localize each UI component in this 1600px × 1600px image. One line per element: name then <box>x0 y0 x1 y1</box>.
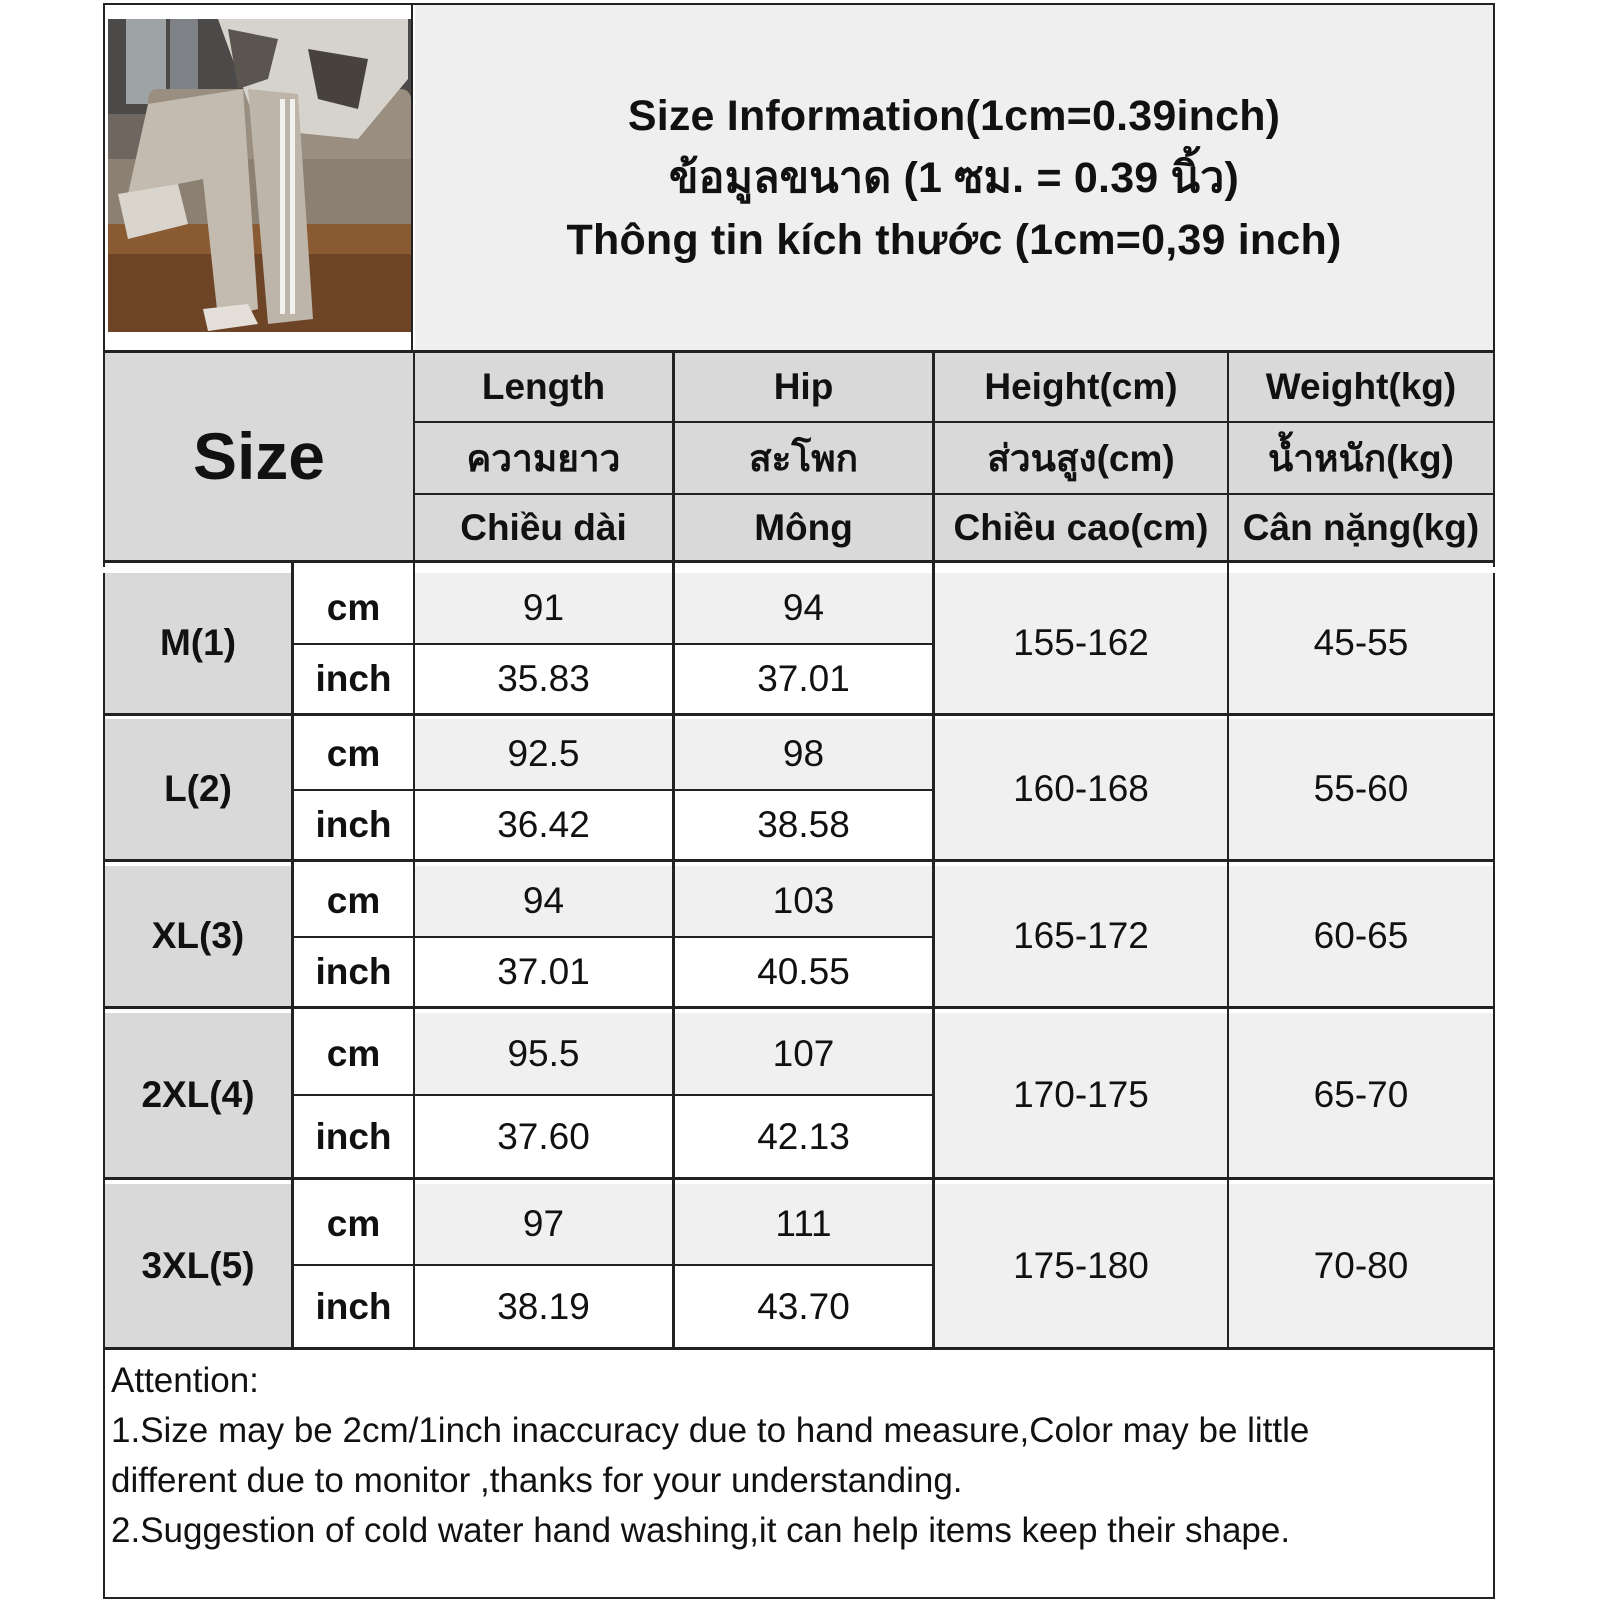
size-name-cell: XL(3) <box>105 866 291 1006</box>
height-range-cell: 160-168 <box>935 719 1227 859</box>
length-inch-cell: 35.83 <box>415 645 672 713</box>
col-hip-en: Hip <box>675 352 932 421</box>
col-hip-vi: Mông <box>675 495 932 560</box>
grid-line <box>291 936 935 938</box>
length-inch-cell: 37.60 <box>415 1097 672 1177</box>
weight-range-cell: 65-70 <box>1229 1013 1493 1177</box>
grid-line <box>291 1264 935 1266</box>
col-length-th: ความยาว <box>415 423 672 493</box>
grid-line <box>413 421 1495 423</box>
grid-line <box>103 1177 1495 1180</box>
attention-notes <box>111 1356 1491 1556</box>
col-weight-en: Weight(kg) <box>1229 352 1493 421</box>
grid-line <box>103 350 1495 353</box>
weight-range-cell: 70-80 <box>1229 1184 1493 1347</box>
grid-line <box>413 350 415 1348</box>
grid-line <box>291 1094 935 1096</box>
attention-heading: Attention: <box>111 1361 259 1400</box>
col-length-vi: Chiều dài <box>415 495 672 560</box>
hip-inch-cell: 43.70 <box>675 1267 932 1347</box>
weight-range-cell: 55-60 <box>1229 719 1493 859</box>
photo-frame <box>103 3 413 351</box>
height-range-cell: 175-180 <box>935 1184 1227 1347</box>
grid-line <box>291 789 935 791</box>
size-name-cell: 2XL(4) <box>105 1013 291 1177</box>
weight-range-cell: 60-65 <box>1229 866 1493 1006</box>
length-inch-cell: 38.19 <box>415 1267 672 1347</box>
title-english: Size Information(1cm=0.39inch) <box>627 91 1281 140</box>
col-weight-th: น้ำหนัก(kg) <box>1229 423 1493 493</box>
weight-range-cell: 45-55 <box>1229 573 1493 713</box>
grid-line <box>103 1347 1495 1350</box>
col-length-en: Length <box>415 352 672 421</box>
unit-cm-cell: cm <box>294 1013 413 1094</box>
unit-inch-cell: inch <box>294 938 413 1006</box>
col-weight-vi: Cân nặng(kg) <box>1229 495 1493 560</box>
attention-line-1: 1.Size may be 2cm/1inch inaccuracy due to hand measure,Color may be little <box>111 1411 1310 1450</box>
grid-line <box>413 493 1495 495</box>
length-cm-cell: 91 <box>415 573 672 643</box>
unit-cm-cell: cm <box>294 719 413 789</box>
size-name-cell: M(1) <box>105 573 291 713</box>
col-height-en: Height(cm) <box>935 352 1227 421</box>
length-cm-cell: 97 <box>415 1184 672 1264</box>
hip-inch-cell: 42.13 <box>675 1097 932 1177</box>
height-range-cell: 165-172 <box>935 866 1227 1006</box>
hip-cm-cell: 107 <box>675 1013 932 1094</box>
unit-inch-cell: inch <box>294 791 413 859</box>
title-vietnamese: Thông tin kích thước (1cm=0,39 inch) <box>566 215 1342 264</box>
col-hip-th: สะโพก <box>675 423 932 493</box>
grid-line <box>291 563 294 1348</box>
grid-line <box>291 643 935 645</box>
unit-cm-cell: cm <box>294 866 413 936</box>
unit-inch-cell: inch <box>294 1267 413 1347</box>
hip-inch-cell: 40.55 <box>675 938 932 1006</box>
grid-line <box>932 350 935 1348</box>
col-height-th: ส่วนสูง(cm) <box>935 423 1227 493</box>
hip-inch-cell: 37.01 <box>675 645 932 713</box>
grid-line <box>103 859 1495 862</box>
title-box <box>415 5 1493 350</box>
size-name-cell: 3XL(5) <box>105 1184 291 1347</box>
unit-cm-cell: cm <box>294 1184 413 1264</box>
unit-inch-cell: inch <box>294 1097 413 1177</box>
grid-line <box>103 1006 1495 1009</box>
grid-line <box>103 713 1495 716</box>
row-gap <box>103 567 1495 573</box>
unit-inch-cell: inch <box>294 645 413 713</box>
grid-line <box>672 350 675 1348</box>
length-cm-cell: 94 <box>415 866 672 936</box>
length-cm-cell: 92.5 <box>415 719 672 789</box>
unit-cm-cell: cm <box>294 573 413 643</box>
hip-cm-cell: 94 <box>675 573 932 643</box>
hip-inch-cell: 38.58 <box>675 791 932 859</box>
hip-cm-cell: 111 <box>675 1184 932 1264</box>
height-range-cell: 155-162 <box>935 573 1227 713</box>
grid-line <box>1227 350 1229 1348</box>
grid-line <box>103 560 1495 563</box>
size-header: Size <box>105 352 413 560</box>
length-inch-cell: 36.42 <box>415 791 672 859</box>
height-range-cell: 170-175 <box>935 1013 1227 1177</box>
hip-cm-cell: 98 <box>675 719 932 789</box>
attention-line-2: different due to monitor ,thanks for your understanding. <box>111 1461 963 1500</box>
attention-line-3: 2.Suggestion of cold water hand washing,it can help items keep their shape. <box>111 1511 1291 1550</box>
hip-cm-cell: 103 <box>675 866 932 936</box>
length-inch-cell: 37.01 <box>415 938 672 1006</box>
length-cm-cell: 95.5 <box>415 1013 672 1094</box>
col-height-vi: Chiều cao(cm) <box>935 495 1227 560</box>
size-name-cell: L(2) <box>105 719 291 859</box>
title-thai: ข้อมูลขนาด (1 ซม. = 0.39 นิ้ว) <box>668 153 1240 202</box>
